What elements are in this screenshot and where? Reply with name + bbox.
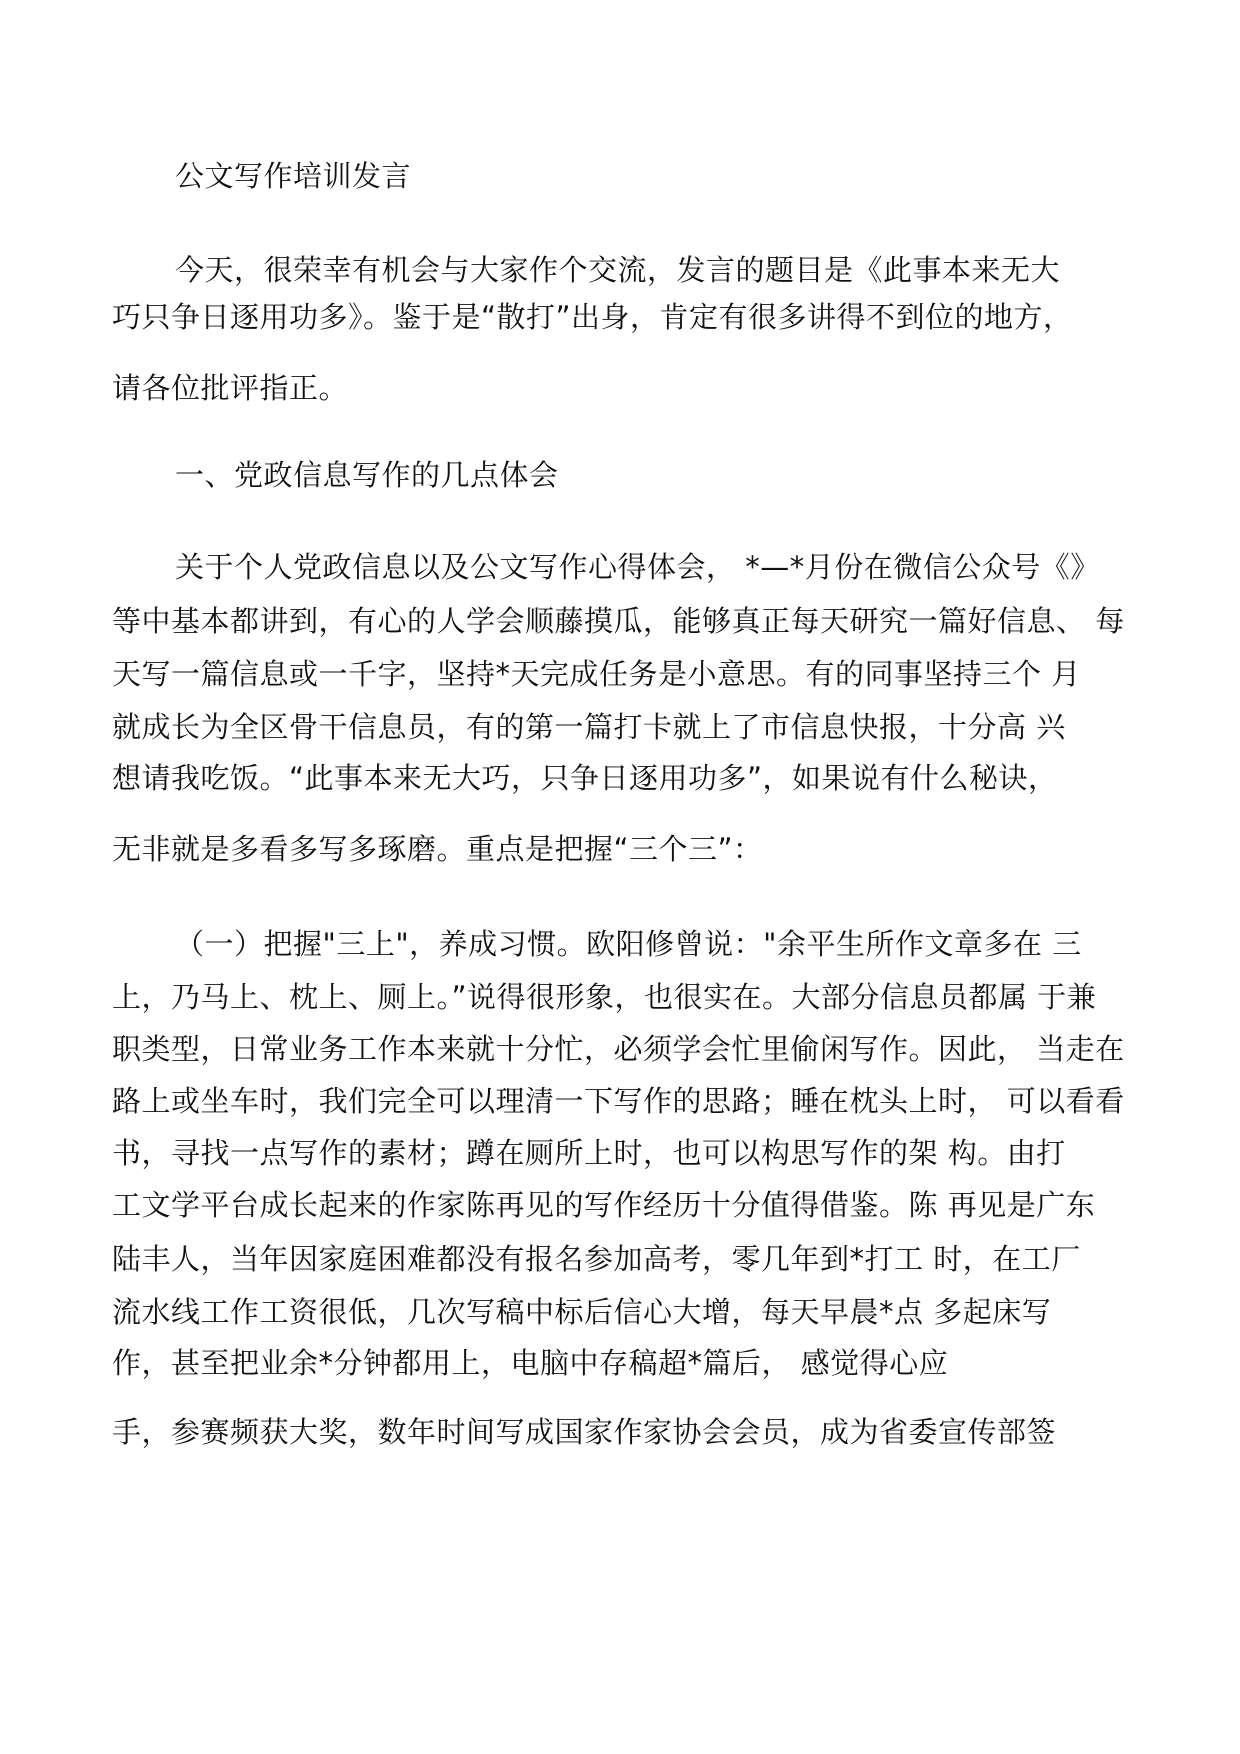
paragraph1-line-5: 想请我吃饭。“此事本来无大巧，只争日逐用功多”，如果说有什么秘诀， [112, 761, 1058, 795]
paragraph2-line-1: （一）把握"三上"，养成习惯。欧阳修曾说："余平生所作文章多在 三 [175, 927, 1082, 961]
document-title: 公文写作培训发言 [175, 159, 412, 193]
paragraph1-line-4: 就成长为全区骨干信息员，有的第一篇打卡就上了市信息快报，十分高 兴 [112, 710, 1066, 744]
paragraph2-line-6: 工文学平台成长起来的作家陈再见的写作经历十分值得借鉴。陈 再见是广东 [112, 1188, 1096, 1222]
paragraph2-line-7: 陆丰人，当年因家庭困难都没有报名参加高考，零几年到*打工 时，在工厂 [112, 1242, 1081, 1276]
paragraph2-line-5: 书，寻找一点写作的素材；蹲在厕所上时，也可以构思写作的架 构。由打 [112, 1136, 1066, 1170]
paragraph1-line-6: 无非就是多看多写多琢磨。重点是把握“三个三”： [112, 832, 763, 866]
intro-line-2: 巧只争日逐用功多》。鉴于是“散打”出身，肯定有很多讲得不到位的地方， [112, 300, 1073, 334]
paragraph1-line-1: 关于个人党政信息以及公文写作心得体会， *—*月份在微信公众号《》 [175, 550, 1100, 584]
paragraph1-line-2: 等中基本都讲到，有心的人学会顺藤摸瓜，能够真正每天研究一篇好信息、 每 [112, 604, 1125, 638]
paragraph1-line-3: 天写一篇信息或一千字，坚持*天完成任务是小意思。有的同事坚持三个 月 [112, 657, 1081, 691]
paragraph2-line-2: 上，乃马上、枕上、厕上。”说得很形象，也很实在。大部分信息员都属 于兼 [112, 980, 1097, 1014]
paragraph2-line-10: 手，参赛频获大奖，数年时间写成国家作家协会会员，成为省委宣传部签 [112, 1415, 1057, 1449]
paragraph2-line-3: 职类型，日常业务工作本来就十分忙，必须学会忙里偷闲写作。因此， 当走在 [112, 1032, 1125, 1066]
paragraph2-line-4: 路上或坐车时，我们完全可以理清一下写作的思路；睡在枕头上时， 可以看看 [112, 1084, 1125, 1118]
paragraph2-line-9: 作，甚至把业余*分钟都用上，电脑中存稿超*篇后， 感觉得心应 [112, 1346, 949, 1380]
intro-line-1: 今天，很荣幸有机会与大家作个交流，发言的题目是《此事本来无大 [175, 253, 1061, 287]
intro-line-3: 请各位批评指正。 [112, 371, 349, 405]
section-heading: 一、党政信息写作的几点体会 [175, 458, 559, 492]
paragraph2-line-8: 流水线工作工资很低，几次写稿中标后信心大增，每天早晨*点 多起床写 [112, 1295, 1052, 1329]
